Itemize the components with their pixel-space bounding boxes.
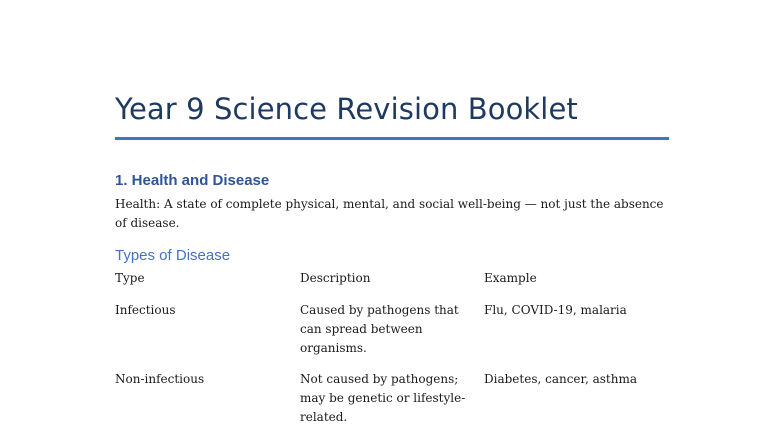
document-title: Year 9 Science Revision Booklet <box>115 92 578 126</box>
table-cell-description: Caused by pathogens that can spread between organisms. <box>300 303 459 355</box>
table-header-type: Type <box>115 271 145 285</box>
title-underline <box>115 137 669 140</box>
table-cell-type: Non-infectious <box>115 372 205 386</box>
table-header-description: Description <box>300 271 371 285</box>
section-heading: 1. Health and Disease <box>115 172 270 189</box>
health-definition: Health: A state of complete physical, mental, and social well-being — not just the absence of disease. <box>115 197 664 230</box>
table-cell-example: Flu, COVID-19, malaria <box>484 303 627 317</box>
table-header-example: Example <box>484 271 537 285</box>
types-of-disease-heading: Types of Disease <box>115 247 231 264</box>
table-cell-example: Diabetes, cancer, asthma <box>484 372 637 386</box>
table-cell-description: Not caused by pathogens; may be genetic or lifestyle-related. <box>300 372 466 424</box>
table-cell-type: Infectious <box>115 303 176 317</box>
